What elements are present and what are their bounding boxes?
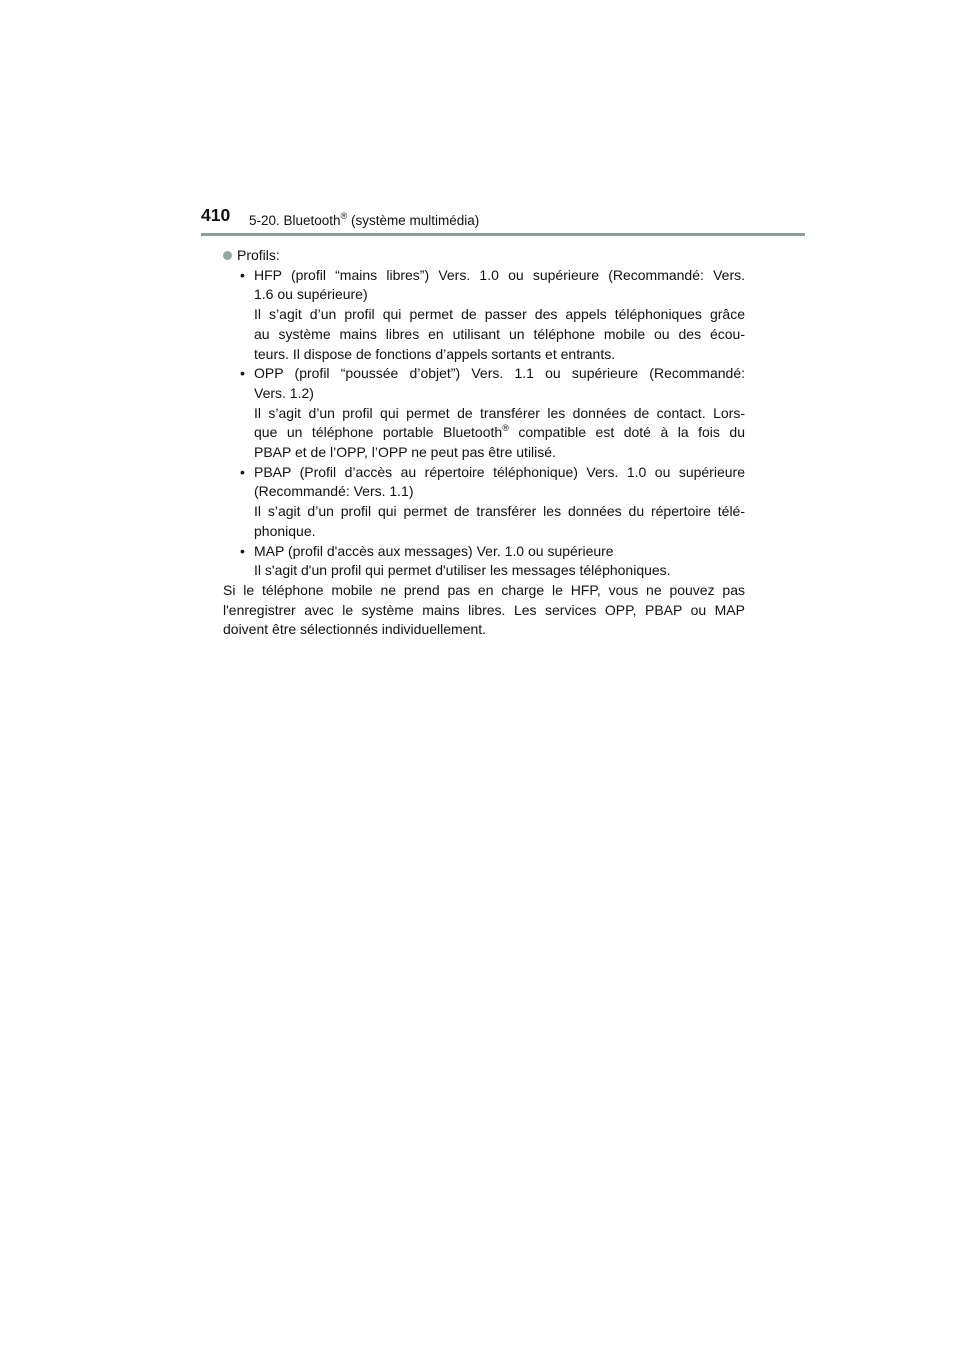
note-paragraph bbox=[223, 581, 745, 640]
profile-list bbox=[223, 266, 745, 581]
profile-line: HFP (profil “mains libres”) Vers. 1.0 ou supérieure (Recommandé: Vers. bbox=[254, 266, 745, 283]
section-title-suffix: (système multimédia) bbox=[347, 213, 480, 228]
note-line: doivent être sélectionnés individuellement. bbox=[223, 621, 487, 638]
list-bullet-icon: • bbox=[240, 542, 245, 559]
section-title bbox=[249, 207, 479, 230]
profile-line-part: compatible est doté à la fois du bbox=[508, 424, 745, 441]
note-line: Si le téléphone mobile ne prend pas en charge le HFP, vous ne pouvez pas bbox=[223, 581, 745, 598]
list-bullet-icon: • bbox=[240, 365, 245, 382]
list-bullet-icon: • bbox=[240, 266, 245, 283]
profile-line: OPP (profil “poussée d’objet”) Vers. 1.1 ou supérieure (Recommandé: bbox=[254, 365, 745, 382]
profile-line: (Recommandé: Vers. 1.1) bbox=[254, 483, 414, 500]
profiles-heading-text: Profils: bbox=[237, 247, 280, 263]
list-item-hfp bbox=[223, 266, 745, 365]
profile-line: au système mains libres en utilisant un téléphone mobile ou des écou- bbox=[254, 325, 745, 342]
section-title-prefix: 5-20. Bluetooth bbox=[249, 213, 341, 228]
profile-line-part: que un téléphone portable Bluetooth bbox=[254, 424, 503, 441]
list-item-opp bbox=[223, 364, 745, 463]
profile-line: Il s’agit d’un profil qui permet de transférer les données de contact. Lors- bbox=[254, 404, 745, 421]
profile-line: Il s'agit d'un profil qui permet d'utiliser les messages téléphoniques. bbox=[254, 562, 671, 579]
profile-line: MAP (profil d'accès aux messages) Ver. 1.0 ou supérieure bbox=[254, 542, 614, 559]
profile-line: phonique. bbox=[254, 522, 316, 539]
profile-line: Vers. 1.2) bbox=[254, 384, 314, 401]
profile-line: 1.6 ou supérieure) bbox=[254, 286, 368, 303]
profile-line: Il s’agit d’un profil qui permet de passer des appels téléphoniques grâce bbox=[254, 306, 745, 323]
profiles-heading bbox=[223, 246, 745, 266]
note-line: l'enregistrer avec le système mains libres. Les services OPP, PBAP ou MAP bbox=[223, 601, 745, 618]
profile-line bbox=[254, 423, 745, 443]
page-number: 410 bbox=[201, 205, 231, 225]
registered-mark: ® bbox=[502, 423, 509, 434]
list-item-map bbox=[223, 542, 745, 581]
profile-line: PBAP et de l’OPP, l’OPP ne peut pas être utilisé. bbox=[254, 444, 556, 461]
profile-line: teurs. Il dispose de fonctions d’appels sortants et entrants. bbox=[254, 345, 616, 362]
profile-line: Il s’agit d’un profil qui permet de transférer les données du répertoire télé- bbox=[254, 503, 745, 520]
page-content bbox=[223, 246, 745, 640]
registered-mark: ® bbox=[340, 211, 348, 221]
page-header bbox=[201, 204, 805, 234]
profile-line: PBAP (Profil d’accès au répertoire téléphonique) Vers. 1.0 ou supérieure bbox=[254, 463, 745, 480]
list-item-pbap bbox=[223, 463, 745, 542]
list-bullet-icon: • bbox=[240, 463, 245, 480]
bullet-dot-icon bbox=[223, 251, 232, 260]
header-divider bbox=[201, 233, 805, 236]
